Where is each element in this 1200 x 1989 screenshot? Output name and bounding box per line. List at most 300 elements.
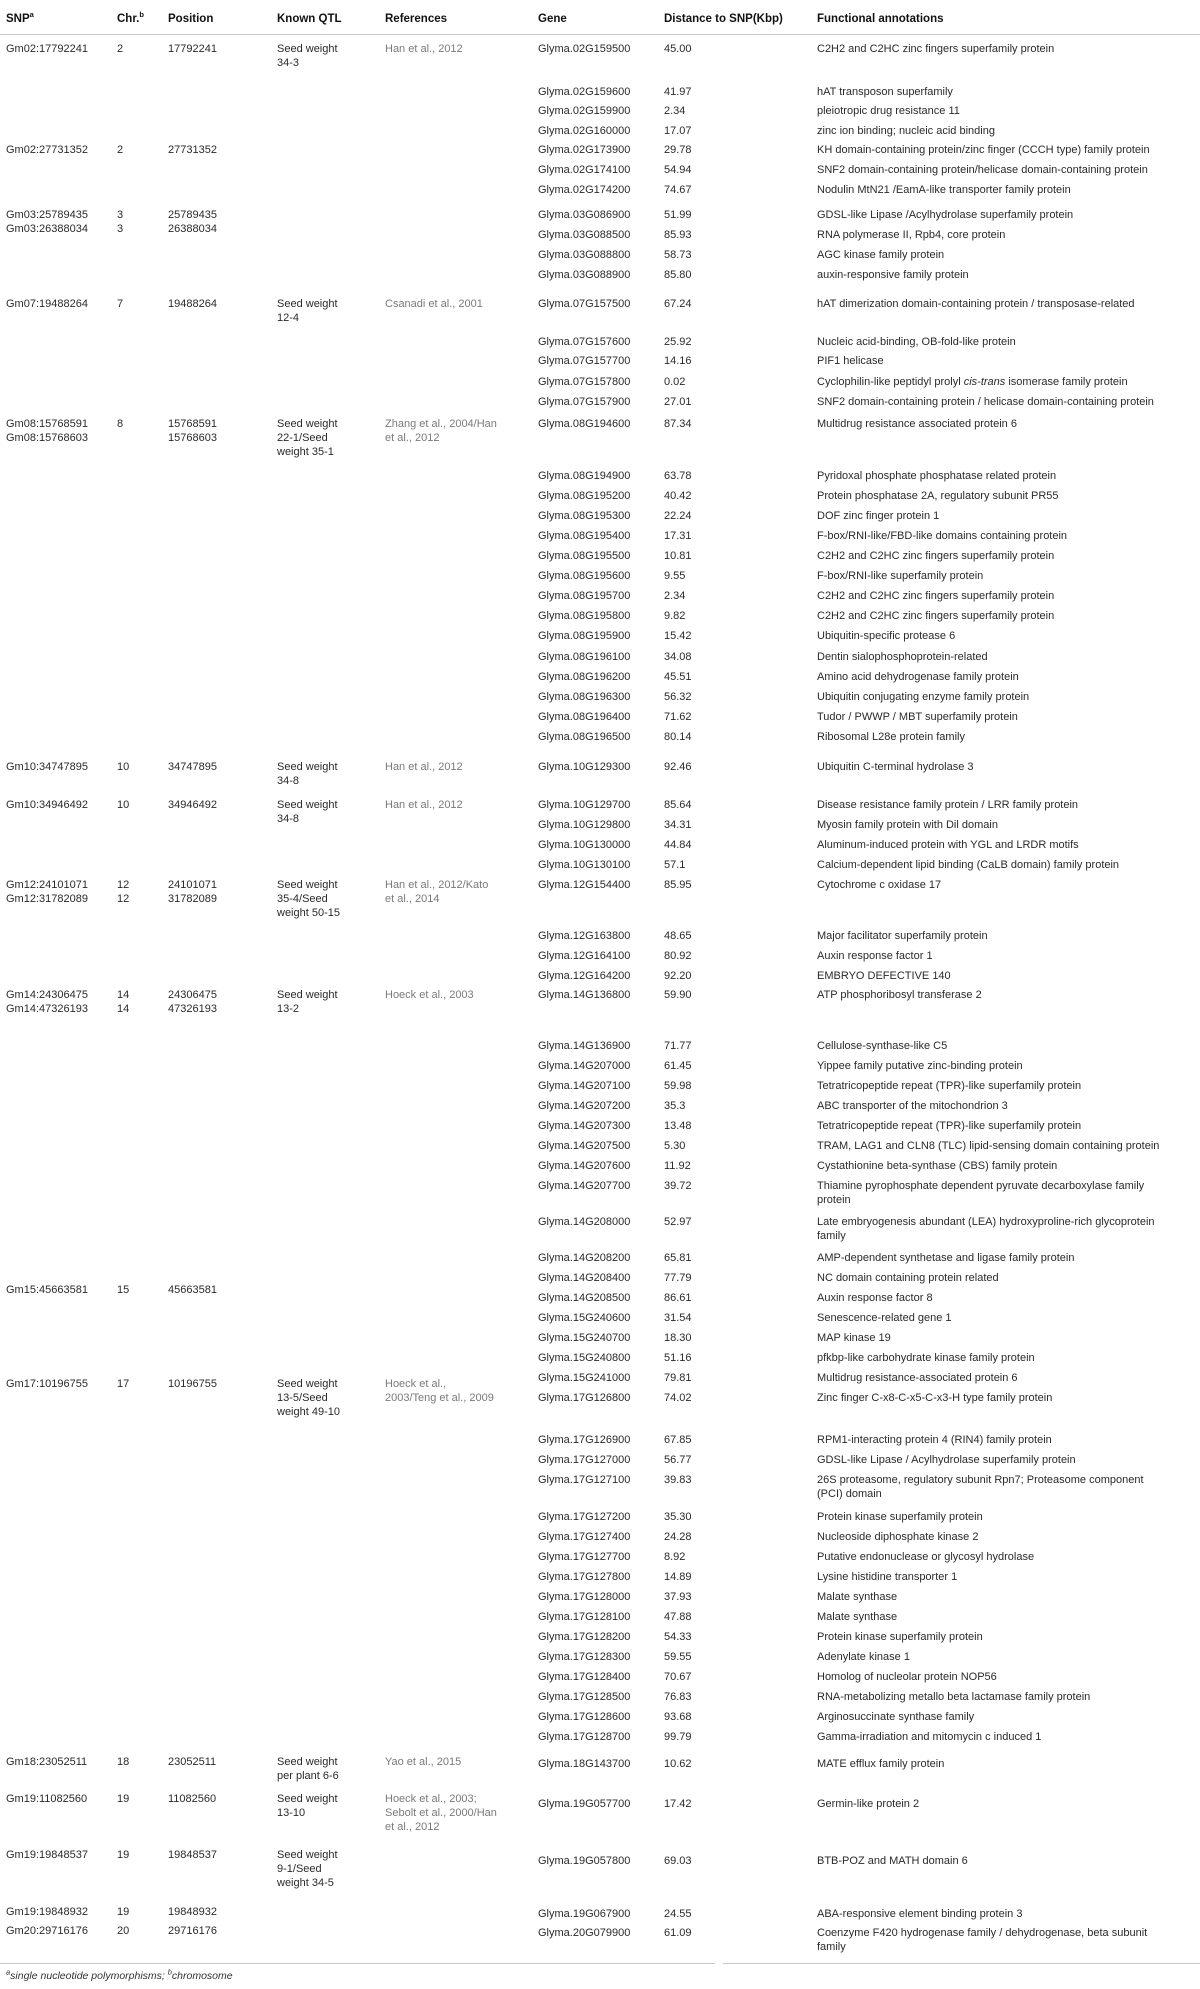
position-cell: 24101071	[168, 879, 217, 891]
reference-cell: 2003/Teng et al., 2009	[385, 1392, 494, 1404]
distance-cell: 45.51	[664, 671, 692, 683]
position-cell: 15768591	[168, 418, 217, 430]
chromosome-cell: 7	[117, 298, 124, 310]
header-rule	[0, 34, 1200, 35]
gene-cell: Glyma.08G195500	[538, 550, 631, 562]
distance-cell: 99.79	[664, 1731, 692, 1743]
annotation-cell: auxin-responsive family protein	[817, 269, 969, 281]
annotation-cell: RNA polymerase II, Rpb4, core protein	[817, 229, 1006, 241]
gene-cell: Glyma.12G163800	[538, 930, 631, 942]
annotation-cell: Ubiquitin C-terminal hydrolase 3	[817, 761, 974, 773]
position-cell: 34946492	[168, 799, 217, 811]
distance-cell: 9.82	[664, 610, 686, 622]
gene-cell: Glyma.17G128700	[538, 1731, 631, 1743]
annotation-cell: C2H2 and C2HC zinc fingers superfamily protein	[817, 610, 1055, 622]
chromosome-cell: 12	[117, 879, 130, 891]
annotation-cell: TRAM, LAG1 and CLN8 (TLC) lipid-sensing domain containing protein	[817, 1140, 1160, 1152]
chromosome-cell: 3	[117, 209, 124, 221]
gene-cell: Glyma.17G127400	[538, 1531, 631, 1543]
snp-cell: Gm07:19488264	[6, 298, 88, 310]
chromosome-cell: 8	[117, 418, 124, 430]
distance-cell: 24.55	[664, 1908, 692, 1920]
col-header-known-qtl: Known QTL	[277, 13, 342, 25]
known-qtl-cell: 34-8	[277, 813, 300, 825]
gene-cell: Glyma.15G240700	[538, 1332, 631, 1344]
bottom-rule-left	[0, 1963, 715, 1964]
gene-cell: Glyma.02G174200	[538, 184, 631, 196]
annotation-cell: AGC kinase family protein	[817, 249, 945, 261]
gene-cell: Glyma.17G128000	[538, 1591, 631, 1603]
annotation-cell: GDSL-like Lipase /Acylhydrolase superfamily protein	[817, 209, 1074, 221]
distance-cell: 8.92	[664, 1551, 686, 1563]
gene-cell: Glyma.10G130100	[538, 859, 631, 871]
chromosome-cell: 15	[117, 1284, 130, 1296]
annotation-cell: Yippee family putative zinc-binding protein	[817, 1060, 1023, 1072]
gene-cell: Glyma.17G128400	[538, 1671, 631, 1683]
gene-cell: Glyma.14G207600	[538, 1160, 631, 1172]
annotation-cell: Malate synthase	[817, 1591, 898, 1603]
known-qtl-cell: Seed weight	[277, 1793, 338, 1805]
snp-cell: Gm10:34747895	[6, 761, 88, 773]
chromosome-cell: 3	[117, 223, 124, 235]
distance-cell: 31.54	[664, 1312, 692, 1324]
distance-cell: 59.55	[664, 1651, 692, 1663]
known-qtl-cell: Seed weight	[277, 879, 338, 891]
reference-cell: et al., 2014	[385, 893, 440, 905]
gene-cell: Glyma.08G195200	[538, 490, 631, 502]
annotation-cell: F-box/RNI-like superfamily protein	[817, 570, 984, 582]
distance-cell: 18.30	[664, 1332, 692, 1344]
snp-cell: Gm20:29716176	[6, 1925, 88, 1937]
annotation-cell: Gamma-irradiation and mitomycin c induced 1	[817, 1731, 1042, 1743]
chromosome-cell: 2	[117, 144, 124, 156]
annotation-cell: Coenzyme F420 hydrogenase family / dehydrogenase, beta subunit	[817, 1927, 1148, 1939]
annotation-cell: Auxin response factor 1	[817, 950, 933, 962]
gene-cell: Glyma.10G129800	[538, 819, 631, 831]
known-qtl-cell: 34-3	[277, 57, 300, 69]
distance-cell: 85.95	[664, 879, 692, 891]
distance-cell: 74.67	[664, 184, 692, 196]
position-cell: 45663581	[168, 1284, 217, 1296]
distance-cell: 61.45	[664, 1060, 692, 1072]
snp-cell: Gm17:10196755	[6, 1378, 88, 1390]
position-cell: 34747895	[168, 761, 217, 773]
annotation-cell: Protein kinase superfamily protein	[817, 1631, 983, 1643]
col-header-annotations: Functional annotations	[817, 13, 944, 25]
gene-cell: Glyma.17G127700	[538, 1551, 631, 1563]
annotation-cell: NC domain containing protein related	[817, 1272, 999, 1284]
distance-cell: 17.42	[664, 1798, 692, 1810]
annotation-cell: hAT transposon superfamily	[817, 86, 953, 98]
distance-cell: 27.01	[664, 396, 692, 408]
position-cell: 19488264	[168, 298, 217, 310]
gene-cell: Glyma.07G157700	[538, 355, 631, 367]
annotation-cell: MAP kinase 19	[817, 1332, 891, 1344]
col-header-position: Position	[168, 13, 214, 25]
distance-cell: 85.80	[664, 269, 692, 281]
known-qtl-cell: weight 35-1	[277, 446, 334, 458]
position-cell: 11082560	[168, 1793, 217, 1805]
distance-cell: 92.46	[664, 761, 692, 773]
col-header-references: References	[385, 13, 448, 25]
annotation-cell: hAT dimerization domain-containing protein / transposase-related	[817, 298, 1135, 310]
annotation-cell: zinc ion binding; nucleic acid binding	[817, 125, 995, 137]
gene-cell: Glyma.14G207500	[538, 1140, 631, 1152]
distance-cell: 17.07	[664, 125, 692, 137]
snp-cell: Gm14:24306475	[6, 989, 88, 1001]
snp-cell: Gm19:11082560	[6, 1793, 88, 1805]
annotation-cell: Dentin sialophosphoprotein-related	[817, 651, 988, 663]
known-qtl-cell: weight 50-15	[277, 907, 340, 919]
annotation-cell: Amino acid dehydrogenase family protein	[817, 671, 1019, 683]
distance-cell: 77.79	[664, 1272, 692, 1284]
annotation-cell: Senescence-related gene 1	[817, 1312, 952, 1324]
annotation-cell: Cystathionine beta-synthase (CBS) family protein	[817, 1160, 1058, 1172]
gene-cell: Glyma.10G129300	[538, 761, 631, 773]
known-qtl-cell: Seed weight	[277, 989, 338, 1001]
annotation-cell: Tudor / PWWP / MBT superfamily protein	[817, 711, 1018, 723]
distance-cell: 85.93	[664, 229, 692, 241]
gene-cell: Glyma.02G159500	[538, 43, 631, 55]
distance-cell: 76.83	[664, 1691, 692, 1703]
gene-cell: Glyma.17G128200	[538, 1631, 631, 1643]
annotation-cell: family	[817, 1941, 846, 1953]
gene-cell: Glyma.08G196300	[538, 691, 631, 703]
annotation-cell: DOF zinc finger protein 1	[817, 510, 940, 522]
table-footnote: $^a$single nucleotide polymorphisms; $^b$chromosome	[6, 1967, 233, 1982]
annotation-cell: Myosin family protein with Dil domain	[817, 819, 998, 831]
gene-cell: Glyma.07G157800	[538, 376, 631, 388]
gene-cell: Glyma.14G207000	[538, 1060, 631, 1072]
distance-cell: 93.68	[664, 1711, 692, 1723]
annotation-cell: Tetratricopeptide repeat (TPR)-like superfamily protein	[817, 1120, 1082, 1132]
annotation-cell: AMP-dependent synthetase and ligase family protein	[817, 1252, 1075, 1264]
distance-cell: 67.85	[664, 1434, 692, 1446]
distance-cell: 41.97	[664, 86, 692, 98]
known-qtl-cell: Seed weight	[277, 43, 338, 55]
annotation-cell: SNF2 domain-containing protein/helicase domain-containing protein	[817, 164, 1148, 176]
annotation-cell: Adenylate kinase 1	[817, 1651, 910, 1663]
annotation-cell: protein	[817, 1194, 851, 1206]
reference-cell: Zhang et al., 2004/Han	[385, 418, 497, 430]
gene-cell: Glyma.02G174100	[538, 164, 631, 176]
distance-cell: 10.81	[664, 550, 692, 562]
distance-cell: 92.20	[664, 970, 692, 982]
known-qtl-cell: Seed weight	[277, 799, 338, 811]
gene-cell: Glyma.17G126800	[538, 1392, 631, 1404]
gene-cell: Glyma.14G208000	[538, 1216, 631, 1228]
annotation-cell: Ribosomal L28e protein family	[817, 731, 965, 743]
annotation-cell: ATP phosphoribosyl transferase 2	[817, 989, 982, 1001]
known-qtl-cell: weight 34-5	[277, 1877, 334, 1889]
distance-cell: 59.90	[664, 989, 692, 1001]
gene-cell: Glyma.17G127100	[538, 1474, 631, 1486]
annotation-cell: Cytochrome c oxidase 17	[817, 879, 942, 891]
distance-cell: 67.24	[664, 298, 692, 310]
gene-cell: Glyma.07G157600	[538, 336, 631, 348]
distance-cell: 24.28	[664, 1531, 692, 1543]
position-cell: 27731352	[168, 144, 217, 156]
annotation-cell: Multidrug resistance associated protein 6	[817, 418, 1017, 430]
gene-cell: Glyma.02G159600	[538, 86, 631, 98]
annotation-cell: family	[817, 1230, 846, 1242]
distance-cell: 56.32	[664, 691, 692, 703]
chromosome-cell: 10	[117, 799, 130, 811]
snp-cell: Gm12:31782089	[6, 893, 88, 905]
known-qtl-cell: Seed weight	[277, 418, 338, 430]
distance-cell: 48.65	[664, 930, 692, 942]
distance-cell: 11.92	[664, 1160, 691, 1172]
distance-cell: 54.33	[664, 1631, 692, 1643]
distance-cell: 56.77	[664, 1454, 692, 1466]
known-qtl-cell: Seed weight	[277, 1378, 338, 1390]
annotation-cell: Protein kinase superfamily protein	[817, 1511, 983, 1523]
snp-cell: Gm10:34946492	[6, 799, 88, 811]
annotation-cell: C2H2 and C2HC zinc fingers superfamily protein	[817, 590, 1055, 602]
distance-cell: 57.1	[664, 859, 686, 871]
annotation-cell: GDSL-like Lipase / Acylhydrolase superfamily protein	[817, 1454, 1076, 1466]
gene-cell: Glyma.03G088900	[538, 269, 631, 281]
reference-cell: Han et al., 2012	[385, 43, 463, 55]
gene-cell: Glyma.08G195800	[538, 610, 631, 622]
known-qtl-cell: 13-2	[277, 1003, 300, 1015]
annotation-cell: Zinc finger C-x8-C-x5-C-x3-H type family protein	[817, 1392, 1053, 1404]
gene-cell: Glyma.08G194900	[538, 470, 631, 482]
annotation-cell: PIF1 helicase	[817, 355, 884, 367]
known-qtl-cell: 35-4/Seed	[277, 893, 328, 905]
bottom-rule-right	[723, 1963, 1200, 1964]
known-qtl-cell: Seed weight	[277, 298, 338, 310]
distance-cell: 35.30	[664, 1511, 692, 1523]
gene-cell: Glyma.10G129700	[538, 799, 631, 811]
gene-cell: Glyma.02G159900	[538, 105, 631, 117]
known-qtl-cell: 13-5/Seed	[277, 1392, 328, 1404]
gene-cell: Glyma.08G195400	[538, 530, 631, 542]
annotation-cell: RNA-metabolizing metallo beta lactamase family protein	[817, 1691, 1091, 1703]
distance-cell: 54.94	[664, 164, 692, 176]
gene-cell: Glyma.17G127200	[538, 1511, 631, 1523]
col-header-chr: Chr.$^b$	[117, 10, 144, 25]
annotation-cell: F-box/RNI-like/FBD-like domains containing protein	[817, 530, 1068, 542]
annotation-cell: (PCI) domain	[817, 1488, 882, 1500]
snp-cell: Gm18:23052511	[6, 1756, 88, 1768]
reference-cell: Yao et al., 2015	[385, 1756, 462, 1768]
snp-cell: Gm14:47326193	[6, 1003, 88, 1015]
chromosome-cell: 14	[117, 1003, 130, 1015]
known-qtl-cell: 22-1/Seed	[277, 432, 328, 444]
annotation-cell: Multidrug resistance-associated protein 6	[817, 1372, 1018, 1384]
distance-cell: 15.42	[664, 630, 692, 642]
gene-cell: Glyma.14G207300	[538, 1120, 631, 1132]
known-qtl-cell: Seed weight	[277, 1756, 338, 1768]
distance-cell: 10.62	[664, 1758, 692, 1770]
position-cell: 23052511	[168, 1756, 217, 1768]
gene-cell: Glyma.19G057700	[538, 1798, 631, 1810]
annotation-cell: Putative endonuclease or glycosyl hydrolase	[817, 1551, 1035, 1563]
chromosome-cell: 14	[117, 989, 130, 1001]
position-cell: 10196755	[168, 1378, 217, 1390]
reference-cell: Han et al., 2012/Kato	[385, 879, 489, 891]
annotation-cell: Ubiquitin conjugating enzyme family protein	[817, 691, 1030, 703]
distance-cell: 86.61	[664, 1292, 692, 1304]
position-cell: 19848932	[168, 1906, 217, 1918]
annotation-cell: Thiamine pyrophosphate dependent pyruvate decarboxylase family	[817, 1180, 1145, 1192]
snp-cell: Gm12:24101071	[6, 879, 88, 891]
gene-cell: Glyma.07G157500	[538, 298, 631, 310]
gene-cell: Glyma.14G136900	[538, 1040, 631, 1052]
gene-cell: Glyma.03G088500	[538, 229, 631, 241]
reference-cell: et al., 2012	[385, 1821, 440, 1833]
annotation-cell: Protein phosphatase 2A, regulatory subunit PR55	[817, 490, 1059, 502]
annotation-cell: Pyridoxal phosphate phosphatase related protein	[817, 470, 1057, 482]
position-cell: 17792241	[168, 43, 217, 55]
annotation-cell: KH domain-containing protein/zinc finger (CCCH type) family protein	[817, 144, 1150, 156]
annotation-cell: Lysine histidine transporter 1	[817, 1571, 958, 1583]
gene-cell: Glyma.15G240600	[538, 1312, 631, 1324]
distance-cell: 80.92	[664, 950, 692, 962]
chromosome-cell: 18	[117, 1756, 130, 1768]
distance-cell: 2.34	[664, 590, 686, 602]
distance-cell: 58.73	[664, 249, 692, 261]
known-qtl-cell: 9-1/Seed	[277, 1863, 322, 1875]
known-qtl-cell: 34-8	[277, 775, 300, 787]
gene-cell: Glyma.07G157900	[538, 396, 631, 408]
distance-cell: 85.64	[664, 799, 692, 811]
chromosome-cell: 19	[117, 1906, 130, 1918]
annotation-cell: Ubiquitin-specific protease 6	[817, 630, 956, 642]
distance-cell: 69.03	[664, 1855, 692, 1867]
gene-cell: Glyma.08G196400	[538, 711, 631, 723]
distance-cell: 29.78	[664, 144, 692, 156]
distance-cell: 51.99	[664, 209, 692, 221]
distance-cell: 63.78	[664, 470, 692, 482]
annotation-cell: ABC transporter of the mitochondrion 3	[817, 1100, 1008, 1112]
snp-cell: Gm03:25789435	[6, 209, 88, 221]
distance-cell: 13.48	[664, 1120, 692, 1132]
gene-cell: Glyma.17G127800	[538, 1571, 631, 1583]
known-qtl-cell: Seed weight	[277, 1849, 338, 1861]
gene-cell: Glyma.17G127000	[538, 1454, 631, 1466]
snp-cell: Gm08:15768603	[6, 432, 88, 444]
gene-cell: Glyma.14G207700	[538, 1180, 631, 1192]
distance-cell: 71.62	[664, 711, 692, 723]
gene-cell: Glyma.03G088800	[538, 249, 631, 261]
distance-cell: 25.92	[664, 336, 692, 348]
annotation-cell: EMBRYO DEFECTIVE 140	[817, 970, 951, 982]
annotation-cell: Malate synthase	[817, 1611, 898, 1623]
gene-cell: Glyma.12G164100	[538, 950, 631, 962]
reference-cell: Han et al., 2012	[385, 799, 463, 811]
annotation-cell: Auxin response factor 8	[817, 1292, 933, 1304]
distance-cell: 9.55	[664, 570, 686, 582]
snp-cell: Gm15:45663581	[6, 1284, 88, 1296]
distance-cell: 0.02	[664, 376, 686, 388]
gene-cell: Glyma.08G196500	[538, 731, 631, 743]
distance-cell: 40.42	[664, 490, 692, 502]
gene-cell: Glyma.08G194600	[538, 418, 631, 430]
annotation-cell: Nodulin MtN21 /EamA-like transporter family protein	[817, 184, 1071, 196]
gene-cell: Glyma.18G143700	[538, 1758, 631, 1770]
distance-cell: 52.97	[664, 1216, 692, 1228]
annotation-cell: Germin-like protein 2	[817, 1798, 920, 1810]
chromosome-cell: 10	[117, 761, 130, 773]
gene-cell: Glyma.15G240800	[538, 1352, 631, 1364]
gene-cell: Glyma.02G173900	[538, 144, 631, 156]
known-qtl-cell: per plant 6-6	[277, 1770, 339, 1782]
chromosome-cell: 19	[117, 1793, 130, 1805]
annotation-cell: pleiotropic drug resistance 11	[817, 105, 960, 117]
annotation-cell: C2H2 and C2HC zinc fingers superfamily protein	[817, 550, 1055, 562]
distance-cell: 71.77	[664, 1040, 692, 1052]
distance-cell: 14.89	[664, 1571, 692, 1583]
gene-cell: Glyma.08G196100	[538, 651, 631, 663]
reference-cell: Hoeck et al., 2003	[385, 989, 474, 1001]
position-cell: 31782089	[168, 893, 217, 905]
reference-cell: Han et al., 2012	[385, 761, 463, 773]
gene-cell: Glyma.14G136800	[538, 989, 631, 1001]
distance-cell: 39.83	[664, 1474, 692, 1486]
annotation-cell: Arginosuccinate synthase family	[817, 1711, 975, 1723]
distance-cell: 79.81	[664, 1372, 692, 1384]
gene-cell: Glyma.08G195600	[538, 570, 631, 582]
snp-cell: Gm19:19848932	[6, 1906, 88, 1918]
position-cell: 19848537	[168, 1849, 217, 1861]
gene-cell: Glyma.14G207200	[538, 1100, 631, 1112]
snp-cell: Gm03:26388034	[6, 223, 88, 235]
distance-cell: 61.09	[664, 1927, 692, 1939]
gene-cell: Glyma.17G128300	[538, 1651, 631, 1663]
distance-cell: 87.34	[664, 418, 692, 430]
gene-cell: Glyma.14G208400	[538, 1272, 631, 1284]
distance-cell: 37.93	[664, 1591, 692, 1603]
chromosome-cell: 19	[117, 1849, 130, 1861]
annotation-cell: Tetratricopeptide repeat (TPR)-like superfamily protein	[817, 1080, 1082, 1092]
position-cell: 29716176	[168, 1925, 217, 1937]
chromosome-cell: 20	[117, 1925, 130, 1937]
distance-cell: 14.16	[664, 355, 692, 367]
gene-cell: Glyma.08G195700	[538, 590, 631, 602]
distance-cell: 47.88	[664, 1611, 692, 1623]
annotation-cell: Major facilitator superfamily protein	[817, 930, 988, 942]
annotation-cell: Cyclophilin-like peptidyl prolyl cis-trans isomerase family protein	[817, 376, 1128, 388]
position-cell: 24306475	[168, 989, 217, 1001]
gene-cell: Glyma.14G208200	[538, 1252, 631, 1264]
distance-cell: 80.14	[664, 731, 692, 743]
gene-cell: Glyma.12G164200	[538, 970, 631, 982]
annotation-cell: Aluminum-induced protein with YGL and LRDR motifs	[817, 839, 1079, 851]
distance-cell: 59.98	[664, 1080, 692, 1092]
distance-cell: 70.67	[664, 1671, 692, 1683]
distance-cell: 65.81	[664, 1252, 692, 1264]
snp-cell: Gm08:15768591	[6, 418, 88, 430]
annotation-cell: RPM1-interacting protein 4 (RIN4) family protein	[817, 1434, 1052, 1446]
annotation-cell: Nucleic acid-binding, OB-fold-like protein	[817, 336, 1016, 348]
gene-cell: Glyma.14G207100	[538, 1080, 631, 1092]
annotation-cell: Calcium-dependent lipid binding (CaLB domain) family protein	[817, 859, 1120, 871]
distance-cell: 35.3	[664, 1100, 686, 1112]
gene-cell: Glyma.17G126900	[538, 1434, 631, 1446]
known-qtl-cell: 13-10	[277, 1807, 306, 1819]
gene-cell: Glyma.08G195900	[538, 630, 631, 642]
reference-cell: Hoeck et al., 2003;	[385, 1793, 477, 1805]
annotation-cell: 26S proteasome, regulatory subunit Rpn7; Proteasome component	[817, 1474, 1144, 1486]
distance-cell: 34.31	[664, 819, 692, 831]
col-header-distance: Distance to SNP(Kbp)	[664, 13, 783, 25]
gene-cell: Glyma.17G128500	[538, 1691, 631, 1703]
col-header-snp: SNP$^a$	[6, 10, 34, 25]
reference-cell: Sebolt et al., 2000/Han	[385, 1807, 497, 1819]
gene-cell: Glyma.19G057800	[538, 1855, 631, 1867]
